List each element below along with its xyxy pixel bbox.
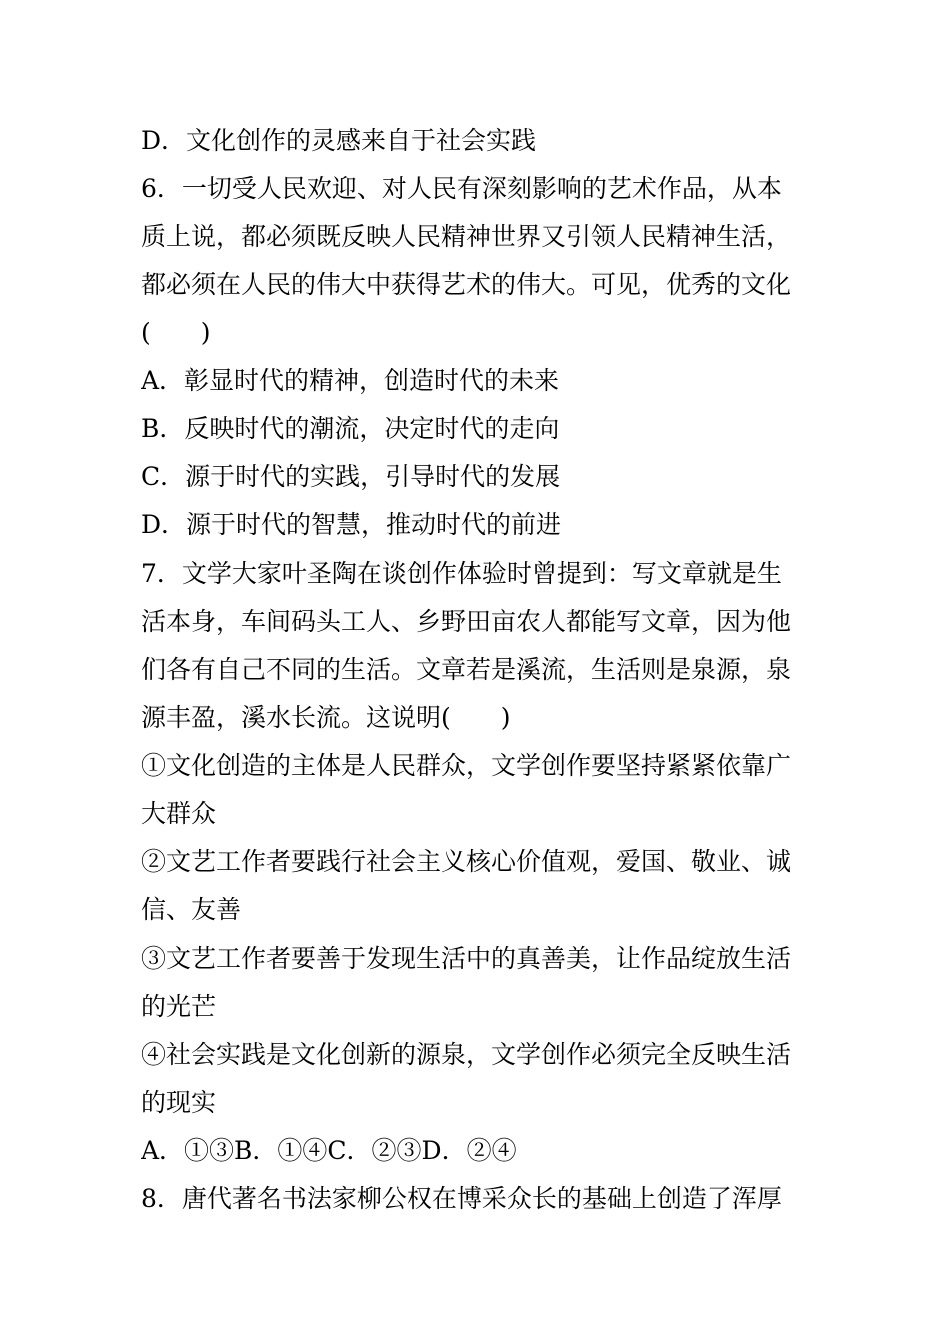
question-7-stem-line-3: 们各有自己不同的生活。文章若是溪流，生活则是泉源，泉: [141, 655, 792, 684]
question-7-stem-line-2: 活本身，车间码头工人、乡野田亩农人都能写文章，因为他: [141, 607, 792, 636]
statement-3-line-2: 的光芒: [141, 992, 217, 1021]
statement-4-line-1: ④社会实践是文化创新的源泉，文学创作必须完全反映生活: [141, 1040, 792, 1069]
question-7-options: A．①③B．①④C．②③D．②④: [141, 1136, 517, 1165]
option-6a: A．彰显时代的精神，创造时代的未来: [141, 366, 560, 395]
statement-1-line-2: 大群众: [141, 799, 217, 828]
option-6b: B．反映时代的潮流，决定时代的走向: [141, 414, 560, 443]
question-6-stem-line-3: 都必须在人民的伟大中获得艺术的伟大。可见，优秀的文化: [141, 270, 792, 299]
option-5d: D．文化创作的灵感来自于社会实践: [141, 126, 537, 155]
question-7-stem-line-4: 源丰盈，溪水长流。这说明( ): [141, 703, 511, 732]
statement-2-line-2: 信、友善: [141, 895, 242, 924]
question-6-stem-line-1: 6．一切受人民欢迎、对人民有深刻影响的艺术作品，从本: [141, 174, 782, 203]
statement-1-line-1: ①文化创造的主体是人民群众，文学创作要坚持紧紧依靠广: [141, 751, 792, 780]
statement-4-line-2: 的现实: [141, 1088, 217, 1117]
option-6d: D．源于时代的智慧，推动时代的前进: [141, 510, 562, 539]
statement-2-line-1: ②文艺工作者要践行社会主义核心价值观，爱国、敬业、诚: [141, 847, 792, 876]
option-6c: C．源于时代的实践，引导时代的发展: [141, 462, 561, 491]
statement-3-line-1: ③文艺工作者要善于发现生活中的真善美，让作品绽放生活: [141, 944, 792, 973]
question-6-answer-blank: ( ): [141, 318, 211, 347]
question-8-stem-line-1: 8．唐代著名书法家柳公权在博采众长的基础上创造了浑厚: [141, 1184, 782, 1213]
question-6-stem-line-2: 质上说，都必须既反映人民精神世界又引领人民精神生活，: [141, 222, 792, 251]
question-7-stem-line-1: 7．文学大家叶圣陶在谈创作体验时曾提到：写文章就是生: [141, 559, 782, 588]
